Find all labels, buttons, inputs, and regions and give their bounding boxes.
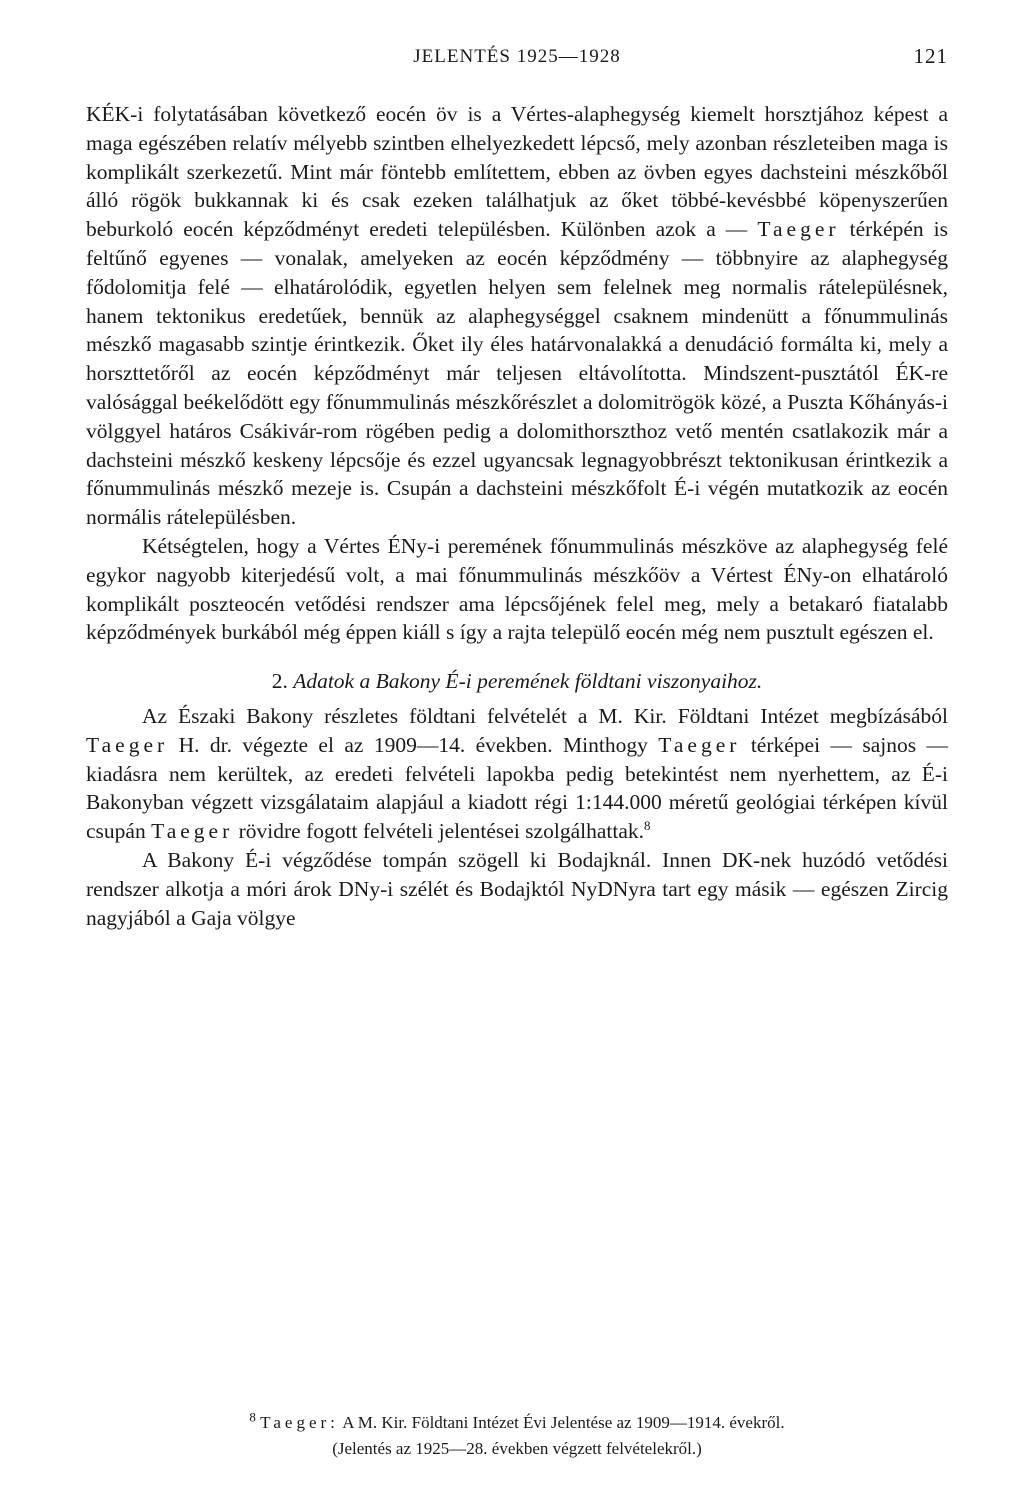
footnote-marker: 8 <box>249 1409 256 1425</box>
body-text <box>86 100 948 932</box>
footnote-line-2: (Jelentés az 1925—28. években végzett felvételekről.) <box>332 1439 702 1458</box>
paragraph-1-text-b: térképén is feltűnő egyenes — vonalak, amelyeken az eocén képződmény — többnyire az alaphegység fődolomitja felé — elhatárolódik, egyetlen helyen sem felelnek meg normalis rátelepülésnek, hanem tektonikus eredetűek, bennük az alaphegységgel csaknem mindenütt a főnummulinás mészkő magasabb szintje érintkezik. Őket ily éles határvonalakká a denudáció formálta ki, mely a horszttetőről az eocén képződményt már teljesen eltávolította. Mindszent-pusztától ÉK-re valósággal beékelődött egy főnummulinás mészkőrészlet a dolomitrögök közé, a Puszta Kőhányás-i völggyel határos Csákivár-rom rögében pedig a dolomithorszthoz vető mentén csatlakozik már a dachsteini mészkő keskeny lépcsője és ezzel ugyancsak legnagyobbrészt tektonikusan érintkezik a főnummulinás mészkő mezeje is. Csupán a dachsteini mészkőfolt É-i végén mutatkozik az eocén normális rátelepülésben. <box>86 217 949 530</box>
footnote-text-1: A M. Kir. Földtani Intézet Évi Jelentése az 1909—1914. évekről. <box>342 1413 785 1432</box>
section-title: Adatok a Bakony É-i peremének földtani viszonyaihoz. <box>293 669 763 694</box>
paragraph-4 <box>86 846 948 932</box>
paragraph-3-text-b: H. dr. végezte el az 1909—14. években. Minthogy <box>178 732 648 757</box>
footnote-author: Taeger: <box>260 1413 339 1432</box>
page-number: 121 <box>913 44 948 68</box>
paragraph-4-text: A Bakony É-i végződése tompán szögell ki Bodajknál. Innen DK-nek huzódó vetődési rendszer alkotja a móri árok DNy-i szélét és Bodajktól NyDNyra tart egy másik — egészen Zircig nagyjából a Gaja völgye <box>86 847 948 930</box>
paragraph-3 <box>86 702 948 846</box>
paragraph-3-text-c: térképei — sajnos — kiadásra nem kerültek, az eredeti felvételi lapokba pedig betekintést nem nyerhettem, az É-i Bakonyban végzett vizsgálataim alapjául a kiadott régi 1:144.000 méretű geológiai térképen kívül csupán <box>86 732 948 844</box>
author-name: Taeger <box>658 732 741 757</box>
paragraph-1-text-a: KÉK-i folytatásában következő eocén öv is a Vértes-alaphegység kiemelt horsztjához képest a maga egészében relatív mélyebb szintben elhelyezkedett lépcső, mely azonban részleteiben maga is komplikált szerkezetű. Mint már föntebb említettem, ebben az övben egyes dachsteini mészkőből álló rögök bukkannak ki és csak ezeken találhatjuk az őket többé-kevésbbé köpenyszerűen beburkoló eocén képződményt eredeti településben. Különben azok a — <box>86 102 948 242</box>
author-name: Taeger <box>86 732 169 757</box>
author-name: Taeger <box>151 819 234 844</box>
section-number: 2. <box>271 669 288 694</box>
paragraph-3-text-d: rövidre fogott felvételi jelentései szolgálhattak. <box>238 819 644 844</box>
document-page <box>86 38 948 932</box>
page-header <box>86 38 948 78</box>
paragraph-2 <box>86 532 948 647</box>
footnote-line-1 <box>86 1410 948 1436</box>
author-name: Taeger <box>757 217 840 242</box>
paragraph-1 <box>86 100 948 532</box>
paragraph-2-text: Kétségtelen, hogy a Vértes ÉNy-i peremének főnummulinás mészköve az alaphegység felé egykor nagyobb kiterjedésű volt, a mai főnummulinás mészkőöv a Vértest ÉNy-on elhatároló komplikált poszteocén vetődési rendszer ama lépcsőjének felel meg, mely a betakaró fiatalabb képződmények burkából még éppen kiáll s így a rajta települő eocén még nem pusztult egészen el. <box>86 533 948 645</box>
footnote-reference: 8 <box>644 817 651 833</box>
section-heading <box>86 667 948 696</box>
running-title: JELENTÉS 1925—1928 <box>413 46 621 67</box>
footnote <box>86 1410 948 1462</box>
paragraph-3-text-a: Az Északi Bakony részletes földtani felvételét a M. Kir. Földtani Intézet megbízásából <box>142 703 948 728</box>
